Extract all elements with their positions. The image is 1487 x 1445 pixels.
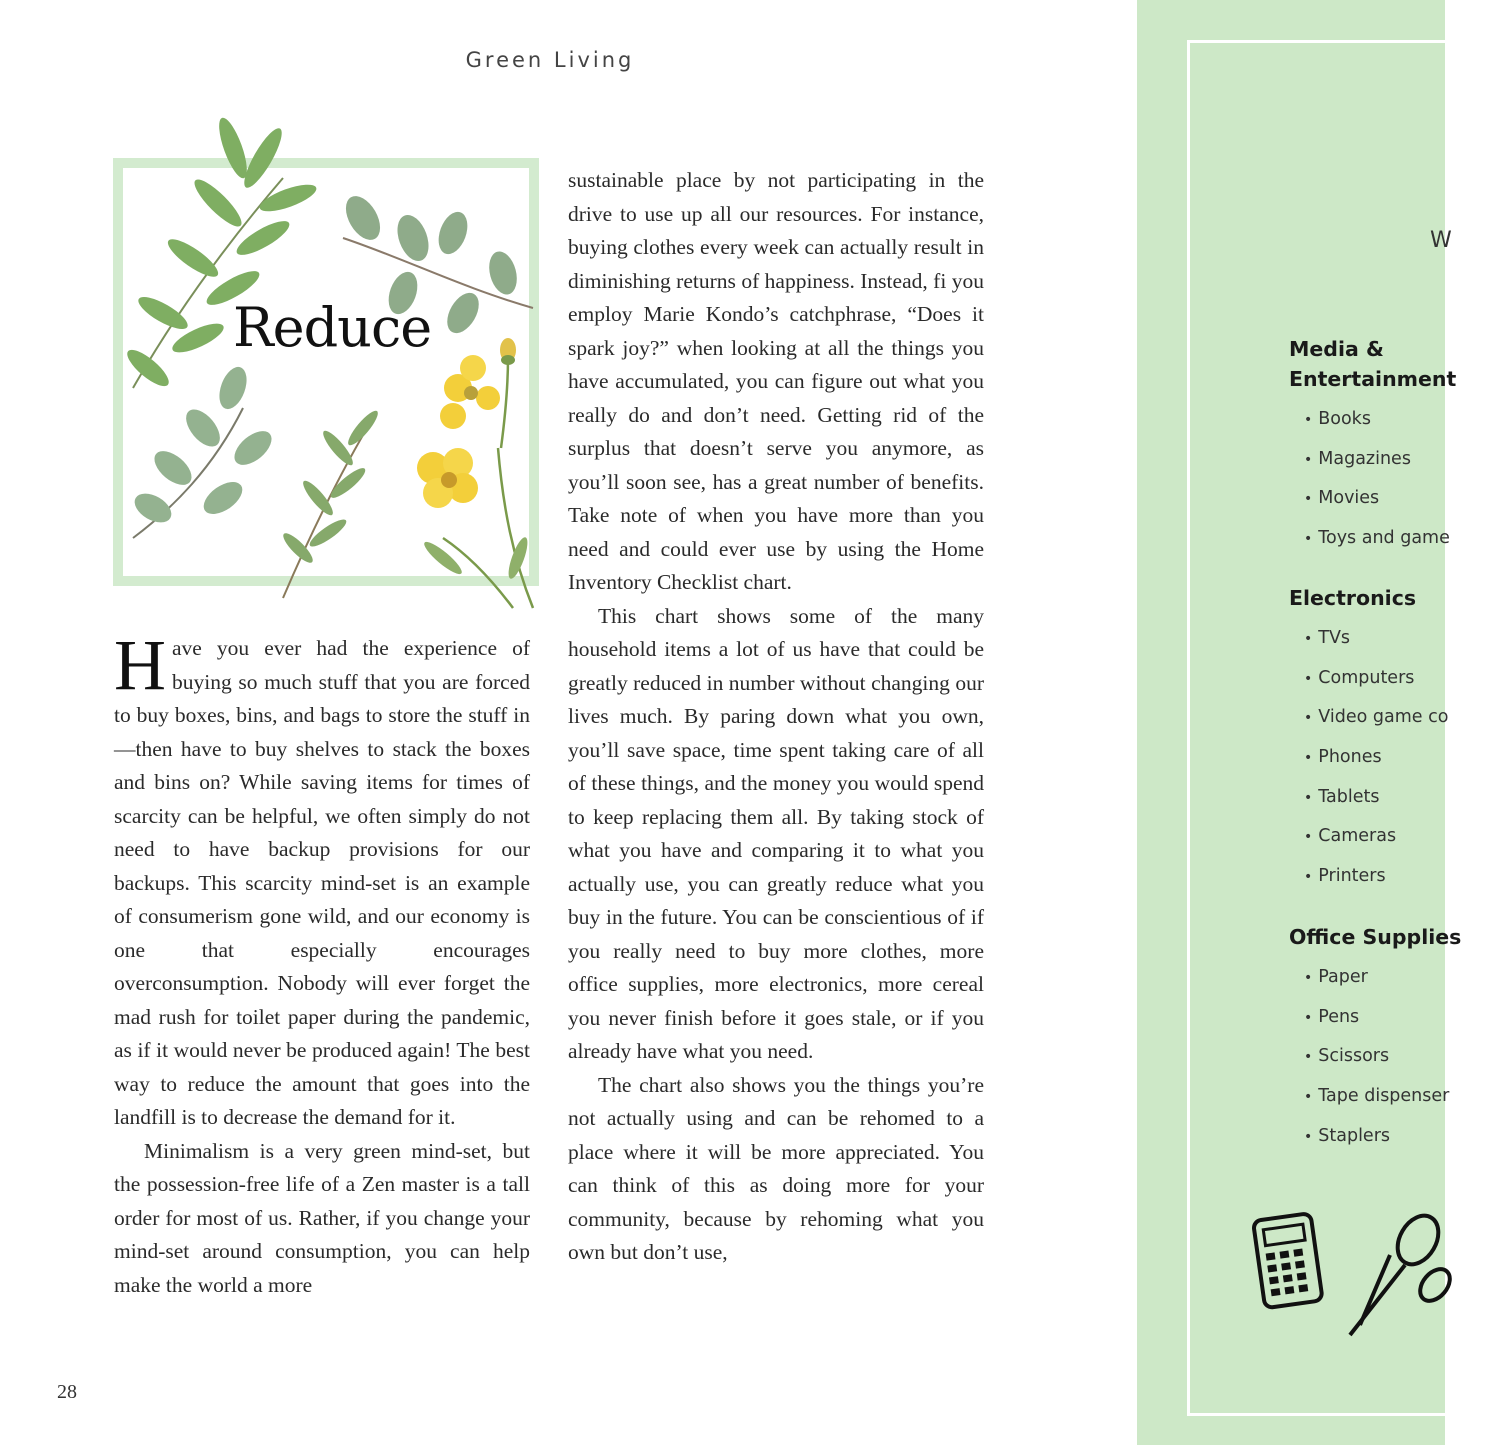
paragraph: The chart also shows you the things you’re not actually using and can be rehomed to a place where it will be more appreciated. You can think of this as doing more for your community, because by rehoming what you own but don’t use, — [568, 1072, 984, 1264]
list-item: • TVs — [1304, 627, 1448, 667]
leaf-branch-icon — [280, 407, 382, 566]
yellow-flower-icon — [500, 338, 516, 365]
list-item: • Movies — [1304, 487, 1450, 527]
left-text-column — [114, 625, 530, 1302]
page-number: 28 — [57, 1381, 77, 1403]
list-item: • Magazines — [1304, 448, 1450, 488]
category-heading-media: Media & Entertainment — [1289, 337, 1457, 391]
category-heading-electronics: Electronics — [1289, 586, 1417, 610]
section-title: Reduce — [233, 296, 432, 359]
drop-cap: H — [114, 625, 166, 705]
leaf-branch-icon — [130, 363, 278, 528]
category-list-media — [1304, 408, 1450, 567]
office-doodles — [1250, 1205, 1445, 1345]
list-item: • Pens — [1304, 1006, 1449, 1046]
list-item: • Scissors — [1304, 1045, 1449, 1085]
list-item: • Tape dispenser — [1304, 1085, 1449, 1125]
list-item: • Phones — [1304, 746, 1448, 786]
list-item: • Paper — [1304, 966, 1449, 1006]
list-item: • Video game co — [1304, 706, 1448, 746]
category-list-electronics — [1304, 627, 1448, 905]
calculator-icon — [1253, 1213, 1323, 1308]
yellow-flower-icon — [440, 355, 500, 429]
category-list-office — [1304, 966, 1449, 1164]
list-item: • Cameras — [1304, 825, 1448, 865]
paragraph: sustainable place by not participating in the drive to use up all our resources. For instance, buying clothes every week can actually result in diminishing returns of happiness. Instead, fi you employ Marie Kondo’s catchphrase, “Does it spark joy?” when looking at all the things you have accumulated, you can figure out what you really do and don’t need. Getting rid of the surplus that doesn’t serve you anymore, as you’ll soon see, has a great number of benefits. Take note of when you have more than you need and could ever use by using the Home Inventory Checklist chart. — [568, 168, 984, 594]
list-item: • Books — [1304, 408, 1450, 448]
list-item: • Computers — [1304, 667, 1448, 707]
category-heading-office: Office Supplies — [1289, 925, 1462, 949]
right-text-column — [568, 164, 984, 1270]
running-header: Green Living — [465, 48, 635, 72]
paragraph: Minimalism is a very green mind-set, but the possession-free life of a Zen master is a tall order for most of us. Rather, if you change your mind-set around consumption, you can help make the world a more — [114, 1138, 530, 1297]
list-item: • Toys and game — [1304, 527, 1450, 567]
list-item: • Tablets — [1304, 786, 1448, 826]
paragraph: This chart shows some of the many household items a lot of us have that could be greatly reduced in number without changing our lives much. By paring down what you own, you’ll save space, time spent taking care of all of these things, and the money you would spend to keep replacing them all. By taking stock of what you have and comparing it to what you actually use, you can greatly reduce what you buy in the future. You can be conscientious of if you really need to buy more clothes, more office supplies, more electronics, more cereal you never finish before it goes stale, or if you already have what you need. — [568, 603, 984, 1063]
list-item: • Printers — [1304, 865, 1448, 905]
list-item: • Staplers — [1304, 1125, 1449, 1165]
paragraph: Have you ever had the experience of buying so much stuff that you are forced to buy boxes, bins, and bags to store the stuff in—then have to buy shelves to stack the boxes and bins on? While saving items for times of scarcity can be helpful, we often simply do not need to have backup provisions for our backups. This scarcity mind-set is an example of consumerism gone wild, and our economy is one that especially encourages overconsumption. Nobody will ever forget the mad rush for toilet paper during the pandemic, as if it would never be produced again! The best way to reduce the amount that goes into the landfill is to decrease the demand for it. — [114, 625, 530, 1129]
yellow-flower-icon — [417, 448, 478, 508]
scissors-icon — [1350, 1208, 1456, 1335]
checklist-heading-partial: W — [1430, 228, 1452, 253]
reduce-illustration — [113, 158, 539, 586]
